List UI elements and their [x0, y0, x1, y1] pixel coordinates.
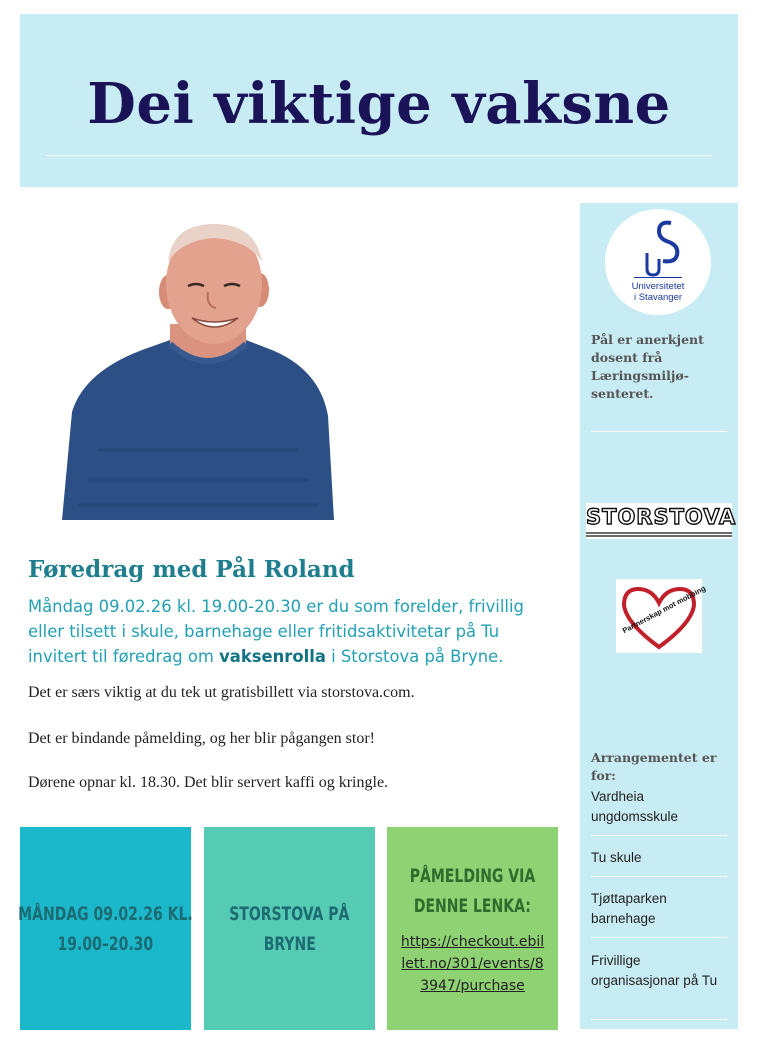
signup-box: PÅMELDING VIA DENNE LENKA: https://checkout.ebillett.no/301/events/83947/purchase — [387, 827, 558, 1030]
page-title: Dei viktige vaksne — [87, 71, 671, 137]
lecture-lead: Måndag 09.02.26 kl. 19.00-20.30 er du som forelder, frivillig eller tilsett i skule, barnehage eller fritidsaktivitetar på Tu invitert til føredrag om vaksenrolla i Storstova på Bryne. — [28, 597, 524, 666]
sidebar-divider — [591, 1019, 727, 1020]
signup-link[interactable]: https://checkout.ebillett.no/301/events/83947/purchase — [400, 933, 545, 994]
header-divider — [46, 155, 712, 156]
partnerskap-logo: Partnerskap mot mobbing — [616, 579, 702, 653]
sidebar-divider — [591, 431, 727, 432]
header-banner — [20, 14, 738, 187]
venue-box: STORSTOVA PÅ BRYNE — [204, 827, 375, 1030]
storstova-logo: STORSTOVA — [586, 503, 732, 539]
speaker-intro: Pål er anerkjent dosent frå Læringsmiljø-senteret. — [591, 332, 704, 401]
audience-item: Tjøttaparken barnehage — [591, 891, 667, 926]
lecture-title: Føredrag med Pål Roland — [28, 556, 355, 583]
audience-item: Tu skule — [591, 850, 642, 865]
uis-logo: Universitetet i Stavanger — [605, 209, 711, 315]
audience-item: Vardheia ungdomsskule — [591, 789, 679, 824]
ticket-paragraph: Det er særs viktig at du tek ut gratisbillett via storstova.com. — [28, 684, 415, 701]
sidebar-divider — [591, 937, 727, 938]
binding-paragraph: Det er bindande påmelding, og her blir pågangen stor! — [28, 730, 375, 747]
audience-title: Arrangementet er for: — [591, 750, 717, 783]
audience-item: Frivillige organisasjonar på Tu — [591, 953, 718, 988]
sidebar-divider — [591, 876, 727, 877]
sidebar-divider — [591, 835, 727, 836]
speaker-photo — [58, 200, 338, 520]
date-box: MÅNDAG 09.02.26 KL. 19.00–20.30 — [20, 827, 191, 1030]
sidebar — [580, 203, 738, 1029]
lead-keyword: vaksenrolla — [219, 647, 326, 666]
doors-paragraph: Dørene opnar kl. 18.30. Det blir servert kaffi og kringle. — [28, 774, 389, 791]
